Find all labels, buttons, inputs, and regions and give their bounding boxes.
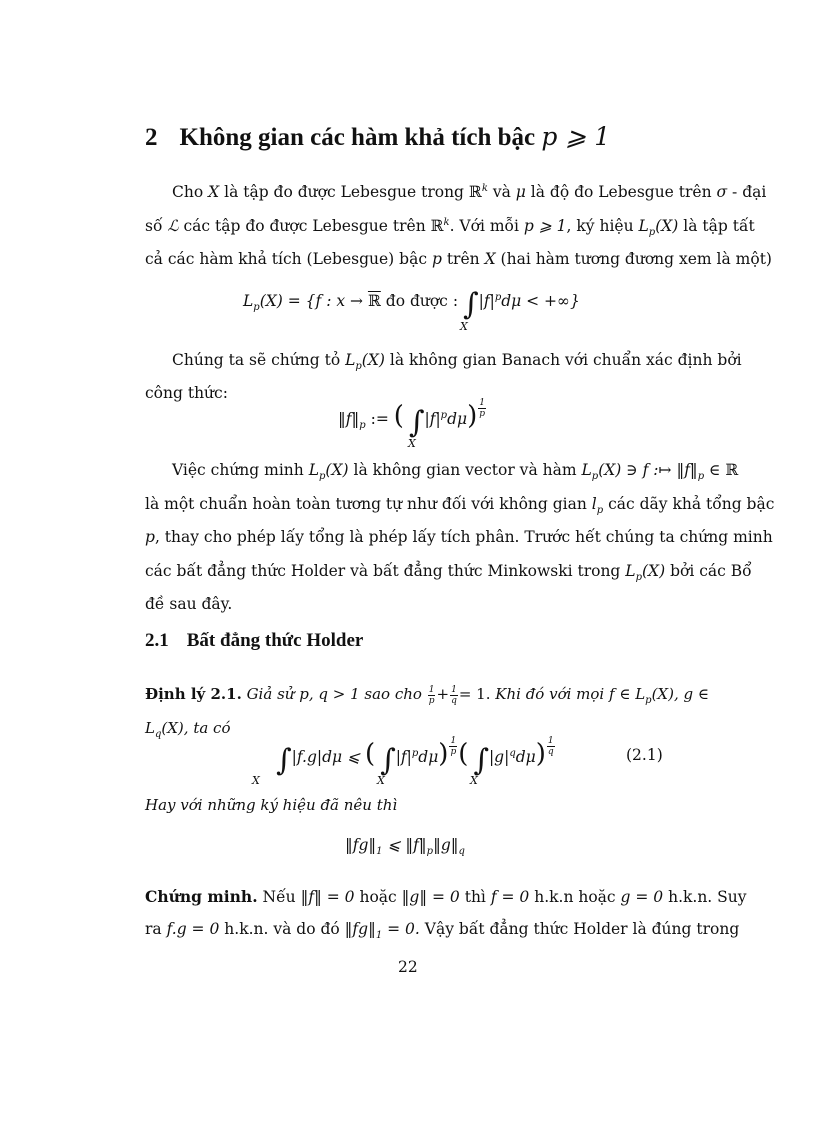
proof-intro-line-5: đề sau đây. (145, 595, 233, 613)
equation-number: (2.1) (626, 746, 663, 764)
section-number: 2 (145, 124, 158, 151)
proof-line-2: ra f.g = 0 h.k.n. và do đó $‖fg‖_1 = 0$. Vậy bất đẳng thức Holder là đúng trong (145, 920, 740, 942)
integral-limit: X (408, 437, 416, 450)
integral-limit: X (377, 774, 385, 787)
proof-line-1: Chứng minh. Nếu ‖f‖ = 0 hoặc ‖g‖ = 0 thì f = 0 h.k.n hoặc g = 0 h.k.n. Suy (145, 887, 747, 906)
page-number: 22 (398, 958, 418, 976)
equation-holder: ∫|f.g|dμ ⩽ ( $\int|f|^pd\mu$) $\frac{1}{p}$ ( $\int|g|^qd\mu$) $\frac{1}{q}$ (276, 735, 554, 778)
section-title-math: p ⩾ 1 (541, 122, 611, 151)
theorem-label: Định lý 2.1. (145, 685, 242, 703)
proof-intro-line-1: Việc chứng minh $L_p(X)$ là không gian vector và hàm $L_p(X)$ ∋ f :↦ $‖f‖_p$ ∈ ℝ (172, 461, 739, 483)
intro-line-2: số ℒ các tập đo được Lebesgue trên ℝ$^k$. Với mỗi p ⩾ 1, ký hiệu $L_p(X)$ là tập tất (145, 216, 755, 239)
proof-label: Chứng minh. (145, 887, 258, 906)
theorem-line-2: $L_q(X)$, ta có (145, 719, 231, 740)
section-heading (145, 122, 610, 152)
equation-norm: $‖f‖_p$ := ( $\int|f|^pd\mu$) $\frac{1}{p}$ (338, 397, 485, 440)
subsection-heading (145, 630, 363, 652)
subsection-number: 2.1 (145, 630, 169, 651)
integral-limit: X (470, 774, 478, 787)
integral-symbol: ∫ (462, 287, 479, 322)
section-title: Không gian các hàm khả tích bậc (179, 124, 536, 151)
subsection-title: Bất đẳng thức Holder (186, 630, 364, 651)
proof-intro-line-4: các bất đẳng thức Holder và bất đẳng thức Minkowski trong $L_p(X)$ bởi các Bổ (145, 562, 752, 584)
equation-norm-inequality: $‖fg‖_1$ ⩽ $‖f‖_p‖g‖_q$ (345, 836, 465, 858)
banach-line-1: Chúng ta sẽ chứng tỏ $L_p(X)$ là không gian Banach với chuẩn xác định bởi (172, 351, 742, 373)
integral-limit: X (252, 774, 260, 787)
intro-line-1: Cho X là tập đo được Lebesgue trong ℝ$^k$ và μ là độ đo Lebesgue trên σ - đại (172, 182, 767, 201)
remark-line: Hay với những ký hiệu đã nêu thì (145, 796, 398, 814)
equation-lp-definition: $L_p(X) = \{f$ : x → ℝ đo được : $\int|f|^pd\mu$ < +∞} (243, 287, 580, 322)
banach-line-2: công thức: (145, 384, 228, 402)
proof-intro-line-3: p, thay cho phép lấy tổng là phép lấy tích phân. Trước hết chúng ta chứng minh (145, 528, 773, 546)
intro-line-3: cả các hàm khả tích (Lebesgue) bậc p trên X (hai hàm tương đương xem là một) (145, 250, 772, 268)
integral-limit: X (460, 320, 468, 333)
proof-intro-line-2: là một chuẩn hoàn toàn tương tự như đối với không gian $l_p$ các dãy khả tổng bậc (145, 495, 775, 517)
theorem-line-1: Định lý 2.1. Giả sử p, q > 1 sao cho $\frac{1}{p}$ + $\frac{1}{q}$ = 1. Khi đó với mọi f ∈ $L_p(X)$, g ∈ (145, 684, 709, 706)
